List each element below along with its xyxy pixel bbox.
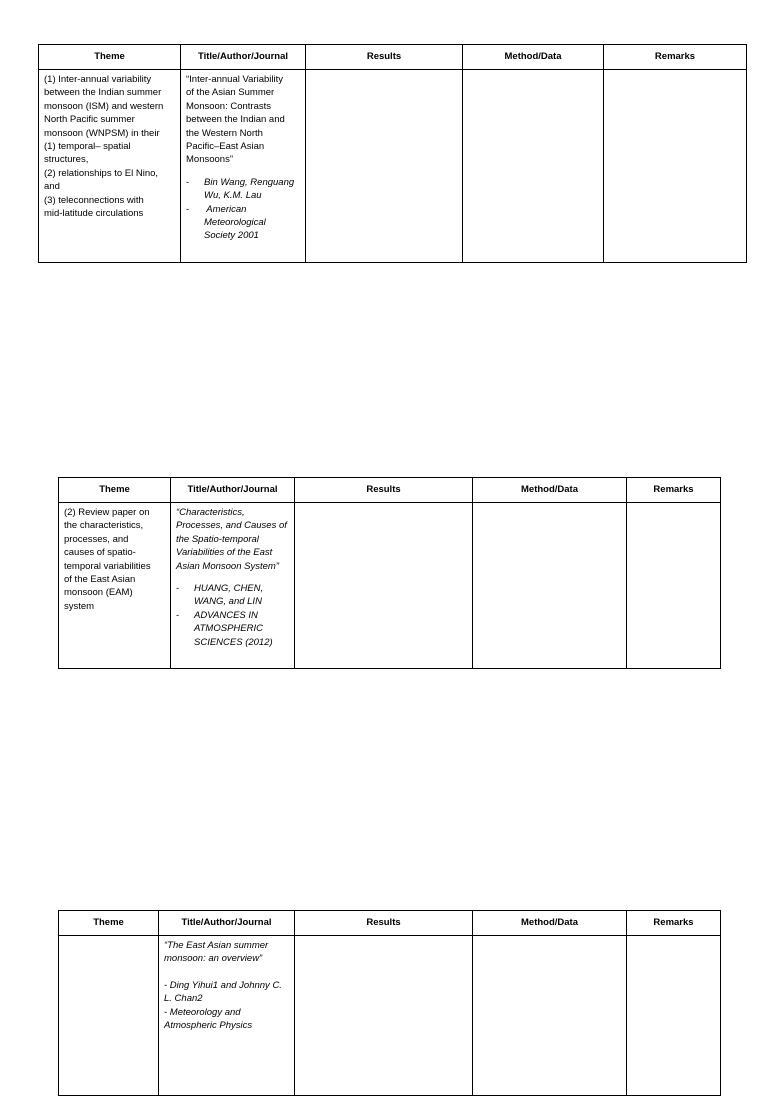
header-remarks: Remarks xyxy=(627,911,721,936)
title-author-journal-cell xyxy=(181,70,306,263)
header-results: Results xyxy=(306,45,463,70)
journal-line: Meteorological xyxy=(204,217,266,229)
theme-line: causes of spatio- xyxy=(64,547,136,559)
paper-title-line: Processes, and Causes of xyxy=(176,520,287,532)
table-row xyxy=(59,503,721,669)
theme-line: (3) teleconnections with xyxy=(44,194,144,206)
paper-title-line: “Inter-annual Variability xyxy=(186,74,283,85)
paper-title-line: of the Asian Summer xyxy=(186,87,275,99)
paper-title-line: between the Indian and xyxy=(186,114,285,126)
theme-line: structures, xyxy=(44,154,89,166)
authors-item xyxy=(176,582,289,609)
spacer xyxy=(164,966,289,979)
theme-line: (2) relationships to El Nino, xyxy=(44,167,159,179)
method-data-cell xyxy=(473,503,627,669)
header-theme: Theme xyxy=(39,45,181,70)
theme-line: (1) Inter-annual variability xyxy=(44,74,152,85)
paper-title-line: the Spatio-temporal xyxy=(176,533,259,545)
header-remarks: Remarks xyxy=(627,478,721,503)
literature-table-1 xyxy=(38,44,747,263)
authors-line: - HUANG, CHEN, xyxy=(194,583,264,595)
remarks-cell xyxy=(627,503,721,669)
table-row xyxy=(39,70,747,263)
author-journal-list xyxy=(176,582,289,649)
method-data-cell xyxy=(463,70,604,263)
literature-table-3 xyxy=(58,910,721,1096)
theme-line: (1) temporal– spatial xyxy=(44,141,131,153)
theme-line: system xyxy=(64,600,95,612)
paper-title-line: Monsoon: Contrasts xyxy=(186,100,272,112)
results-cell xyxy=(295,936,473,1096)
paper-title-line: Variabilities of the East xyxy=(176,547,273,559)
journal-item xyxy=(176,609,289,649)
results-cell xyxy=(306,70,463,263)
theme-line: monsoon (ISM) and western xyxy=(44,100,164,112)
header-row xyxy=(39,45,747,70)
theme-line: between the Indian summer xyxy=(44,87,162,99)
theme-line: monsoon (EAM) xyxy=(64,587,133,599)
remarks-cell xyxy=(627,936,721,1096)
authors-line: - Bin Wang, Renguang xyxy=(204,176,295,188)
title-author-journal-cell xyxy=(171,503,295,669)
header-row xyxy=(59,478,721,503)
theme-line: temporal variabilities xyxy=(64,560,151,572)
journal-line: - American xyxy=(204,203,247,215)
header-results: Results xyxy=(295,911,473,936)
literature-table-2 xyxy=(58,477,721,669)
method-data-cell xyxy=(473,936,627,1096)
journal-line: - ADVANCES IN xyxy=(194,609,258,621)
theme-line: the characteristics, xyxy=(64,520,144,532)
table-row xyxy=(59,936,721,1096)
title-author-journal-cell xyxy=(159,936,295,1096)
theme-cell xyxy=(39,70,181,263)
theme-line: (2) Review paper on xyxy=(64,507,150,518)
journal-item xyxy=(186,203,300,243)
authors-line: - Ding Yihui1 and Johnny C. xyxy=(164,979,282,991)
header-method-data: Method/Data xyxy=(463,45,604,70)
theme-cell xyxy=(59,936,159,1096)
journal-line: - Meteorology and xyxy=(164,1006,241,1018)
header-row xyxy=(59,911,721,936)
theme-line: monsoon (WNPSM) in their xyxy=(44,127,160,139)
journal-line: Atmospheric Physics xyxy=(164,1020,253,1032)
header-title-author-journal: Title/Author/Journal xyxy=(171,478,295,503)
paper-title-line: “The East Asian summer xyxy=(164,940,269,951)
theme-cell xyxy=(59,503,171,669)
header-title-author-journal: Title/Author/Journal xyxy=(181,45,306,70)
theme-line: North Pacific summer xyxy=(44,114,135,126)
header-method-data: Method/Data xyxy=(473,478,627,503)
header-remarks: Remarks xyxy=(604,45,747,70)
paper-title-line: monsoon: an overview” xyxy=(164,953,263,965)
journal-line: SCIENCES (2012) xyxy=(194,636,273,648)
paper-title-line: “Characteristics, xyxy=(176,507,245,518)
remarks-cell xyxy=(604,70,747,263)
header-theme: Theme xyxy=(59,478,171,503)
theme-line: processes, and xyxy=(64,533,129,545)
results-cell xyxy=(295,503,473,669)
theme-line: and xyxy=(44,181,60,193)
theme-line: of the East Asian xyxy=(64,574,136,586)
paper-title-line: Pacific–East Asian xyxy=(186,141,265,153)
authors-line: WANG, and LIN xyxy=(194,596,262,608)
header-results: Results xyxy=(295,478,473,503)
header-title-author-journal: Title/Author/Journal xyxy=(159,911,295,936)
journal-line: Society 2001 xyxy=(204,230,259,242)
theme-line: mid-latitude circulations xyxy=(44,208,144,220)
authors-item xyxy=(186,176,300,203)
header-method-data: Method/Data xyxy=(473,911,627,936)
paper-title-line: Asian Monsoon System” xyxy=(176,560,279,572)
authors-line: L. Chan2 xyxy=(164,993,203,1005)
header-theme: Theme xyxy=(59,911,159,936)
author-journal-list xyxy=(186,176,300,243)
journal-line: ATMOSPHERIC xyxy=(194,623,263,635)
paper-title-line: the Western North xyxy=(186,127,263,139)
paper-title-line: Monsoons” xyxy=(186,154,233,166)
authors-line: Wu, K.M. Lau xyxy=(204,190,262,202)
